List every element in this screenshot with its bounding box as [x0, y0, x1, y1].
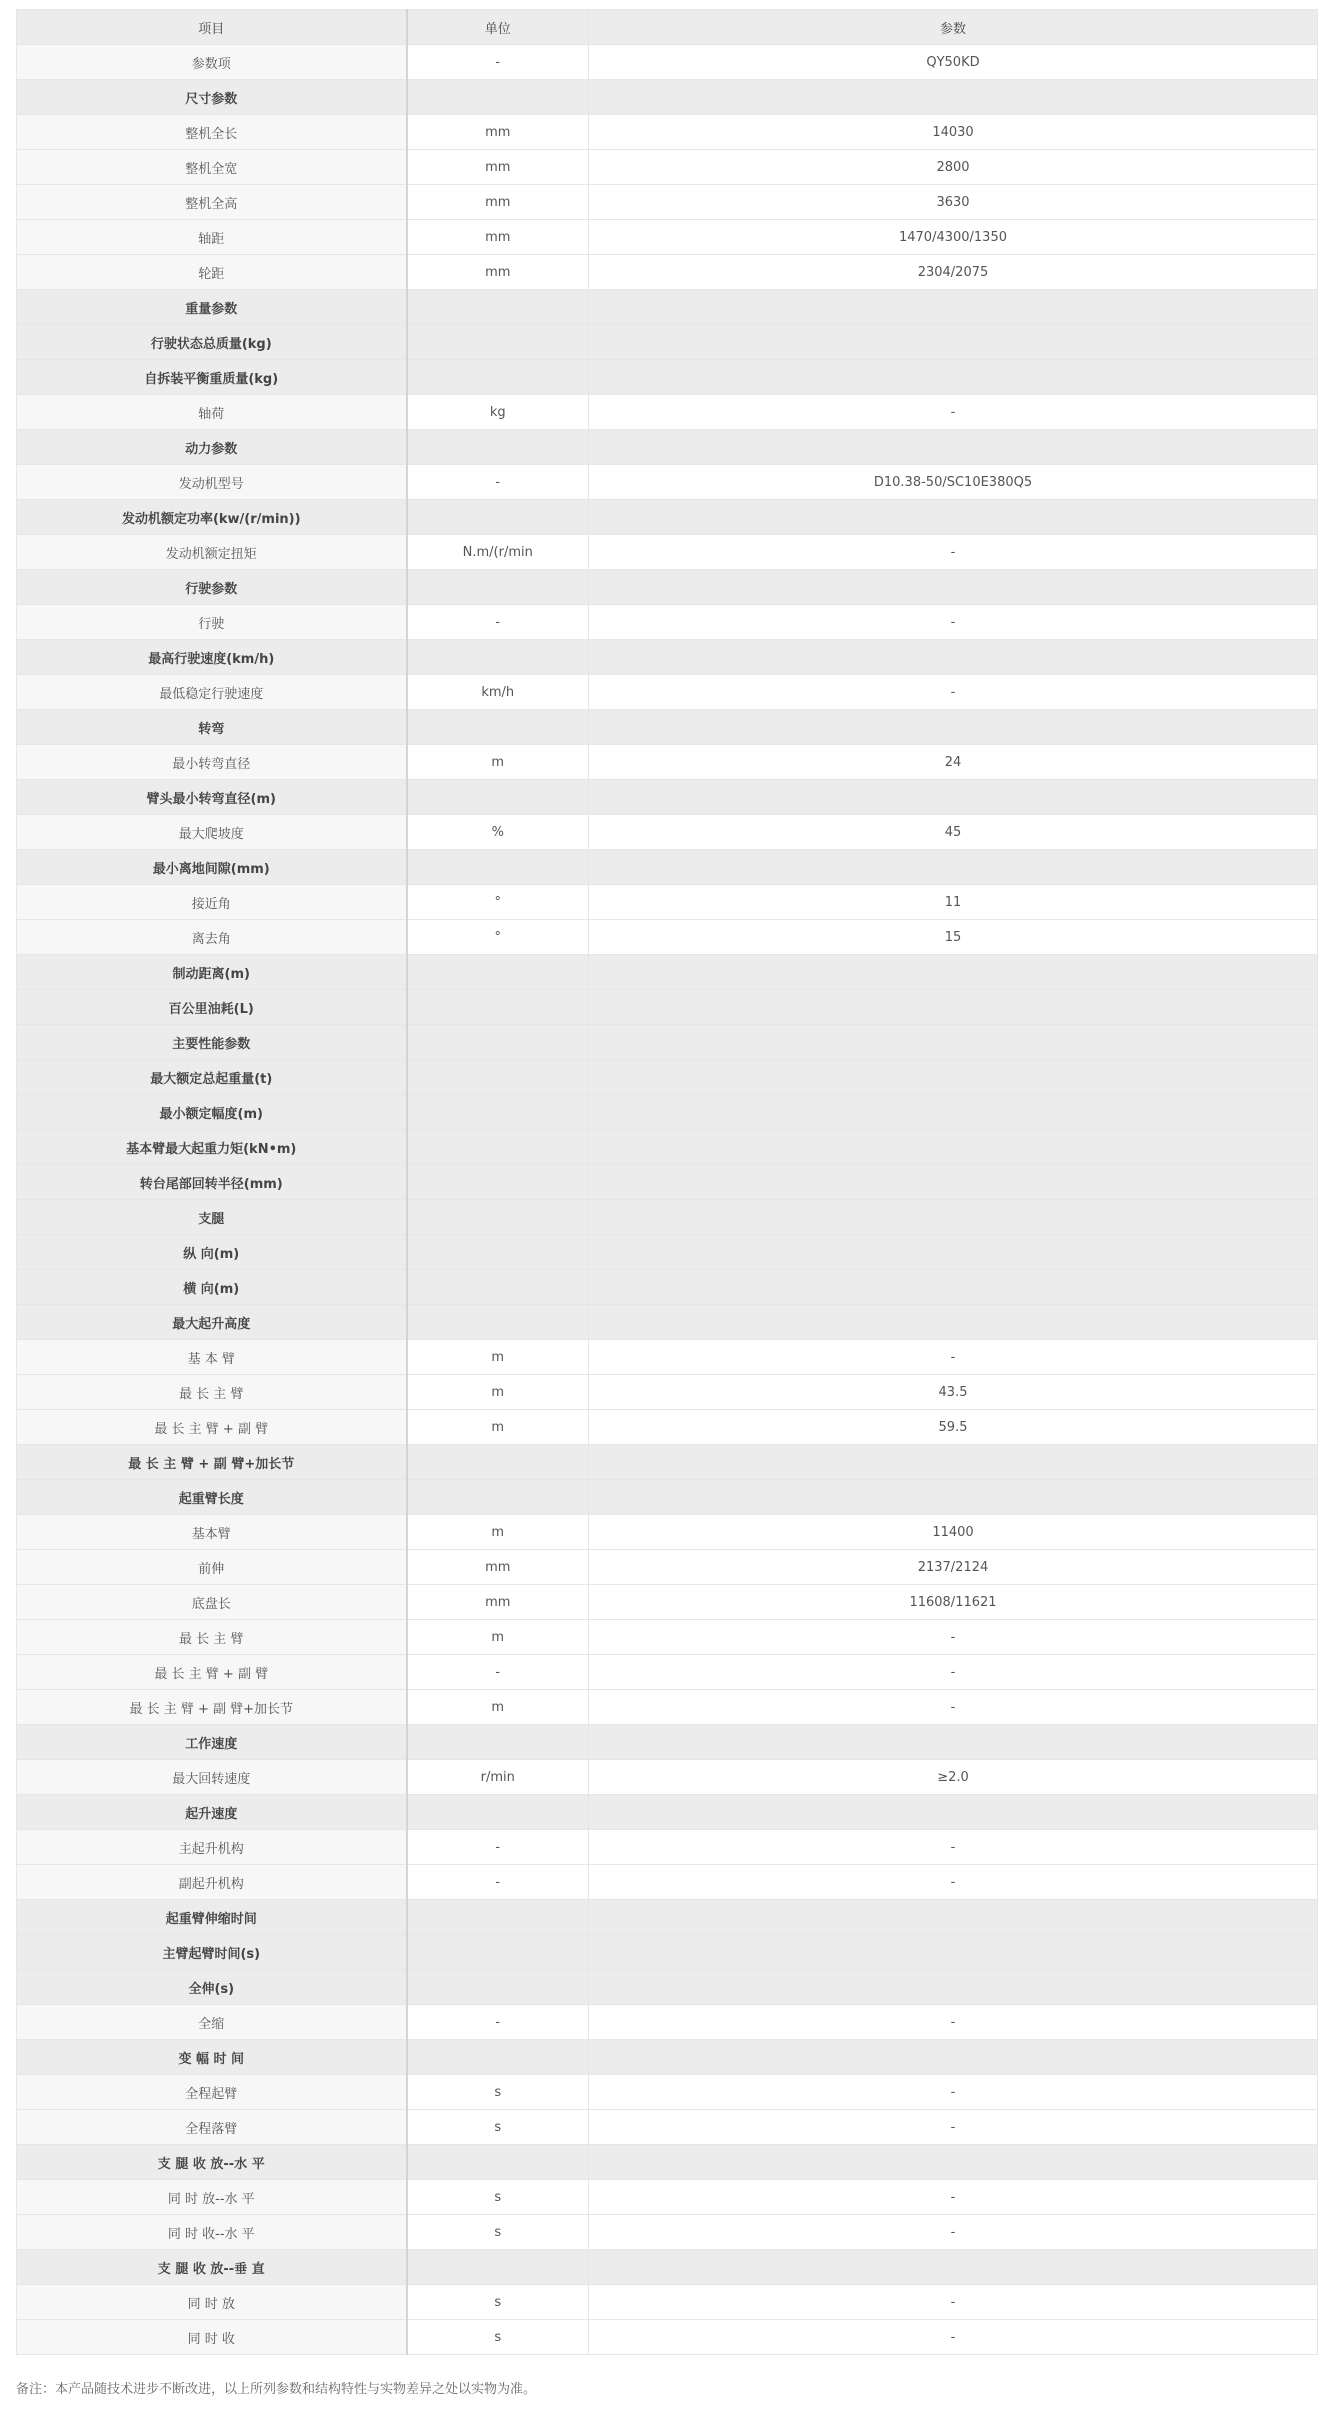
cell-value: 15	[589, 920, 1318, 955]
cell-unit	[407, 2145, 589, 2180]
cell-value	[589, 780, 1318, 815]
cell-value	[589, 500, 1318, 535]
cell-value	[589, 955, 1318, 990]
cell-unit	[407, 1200, 589, 1235]
cell-item: 前伸	[17, 1550, 407, 1585]
cell-item: 转弯	[17, 710, 407, 745]
cell-unit: mm	[407, 185, 589, 220]
section-row	[17, 80, 1318, 115]
cell-item: 全程起臂	[17, 2075, 407, 2110]
table-row	[17, 605, 1318, 640]
cell-unit	[407, 1165, 589, 1200]
cell-item: 行驶状态总质量(kg)	[17, 325, 407, 360]
cell-unit: °	[407, 920, 589, 955]
cell-item: 制动距离(m)	[17, 955, 407, 990]
cell-unit: m	[407, 1620, 589, 1655]
cell-unit	[407, 1900, 589, 1935]
table-row	[17, 220, 1318, 255]
cell-value: 43.5	[589, 1375, 1318, 1410]
table-row	[17, 150, 1318, 185]
cell-unit: mm	[407, 150, 589, 185]
table-row	[17, 395, 1318, 430]
cell-value	[589, 325, 1318, 360]
table-row	[17, 1620, 1318, 1655]
cell-value: 11400	[589, 1515, 1318, 1550]
cell-unit	[407, 1795, 589, 1830]
cell-value: 14030	[589, 115, 1318, 150]
cell-value: -	[589, 2285, 1318, 2320]
cell-value	[589, 1165, 1318, 1200]
table-row	[17, 2320, 1318, 2355]
cell-value: -	[589, 535, 1318, 570]
cell-unit	[407, 640, 589, 675]
cell-unit	[407, 1445, 589, 1480]
cell-value: -	[589, 1690, 1318, 1725]
cell-item: 支腿	[17, 1200, 407, 1235]
cell-value	[589, 430, 1318, 465]
cell-unit	[407, 290, 589, 325]
cell-unit: s	[407, 2180, 589, 2215]
cell-value	[589, 1130, 1318, 1165]
cell-unit	[407, 1970, 589, 2005]
cell-unit: -	[407, 1830, 589, 1865]
section-row	[17, 1095, 1318, 1130]
cell-unit: -	[407, 1655, 589, 1690]
section-row	[17, 1060, 1318, 1095]
cell-unit: km/h	[407, 675, 589, 710]
cell-value: -	[589, 2180, 1318, 2215]
cell-item: 整机全宽	[17, 150, 407, 185]
cell-unit	[407, 1935, 589, 1970]
cell-value	[589, 1305, 1318, 1340]
cell-value	[589, 1970, 1318, 2005]
cell-item: 工作速度	[17, 1725, 407, 1760]
cell-item: 参数项	[17, 45, 407, 80]
cell-value	[589, 1025, 1318, 1060]
cell-unit	[407, 1060, 589, 1095]
section-row	[17, 1445, 1318, 1480]
cell-item: 基本臂最大起重力矩(kN•m)	[17, 1130, 407, 1165]
cell-unit: m	[407, 1375, 589, 1410]
cell-value	[589, 290, 1318, 325]
table-row	[17, 1550, 1318, 1585]
cell-value: 2304/2075	[589, 255, 1318, 290]
cell-value	[589, 710, 1318, 745]
cell-value: -	[589, 1830, 1318, 1865]
cell-value: 24	[589, 745, 1318, 780]
cell-unit	[407, 80, 589, 115]
table-body	[17, 45, 1318, 2355]
cell-item: 同 时 放--水 平	[17, 2180, 407, 2215]
cell-value: 59.5	[589, 1410, 1318, 1445]
cell-item: 最小离地间隙(mm)	[17, 850, 407, 885]
cell-unit	[407, 780, 589, 815]
cell-value: 11608/11621	[589, 1585, 1318, 1620]
cell-value: ≥2.0	[589, 1760, 1318, 1795]
cell-value: -	[589, 1620, 1318, 1655]
cell-value	[589, 570, 1318, 605]
cell-unit: s	[407, 2285, 589, 2320]
section-row	[17, 1200, 1318, 1235]
cell-item: 变 幅 时 间	[17, 2040, 407, 2075]
cell-item: 最 长 主 臂 + 副 臂+加长节	[17, 1445, 407, 1480]
cell-unit: °	[407, 885, 589, 920]
cell-unit	[407, 2040, 589, 2075]
section-row	[17, 1235, 1318, 1270]
section-row	[17, 430, 1318, 465]
cell-unit: m	[407, 1340, 589, 1375]
table-row	[17, 1585, 1318, 1620]
cell-item: 横 向(m)	[17, 1270, 407, 1305]
cell-value: -	[589, 2005, 1318, 2040]
cell-unit	[407, 325, 589, 360]
cell-item: 尺寸参数	[17, 80, 407, 115]
table-row	[17, 1410, 1318, 1445]
cell-item: 基 本 臂	[17, 1340, 407, 1375]
cell-item: 离去角	[17, 920, 407, 955]
cell-item: 基本臂	[17, 1515, 407, 1550]
table-row	[17, 45, 1318, 80]
cell-value: D10.38-50/SC10E380Q5	[589, 465, 1318, 500]
table-row	[17, 1760, 1318, 1795]
cell-unit	[407, 1480, 589, 1515]
table-row	[17, 465, 1318, 500]
section-row	[17, 955, 1318, 990]
cell-unit: s	[407, 2320, 589, 2355]
cell-unit: s	[407, 2215, 589, 2250]
cell-unit: -	[407, 2005, 589, 2040]
section-row	[17, 2145, 1318, 2180]
table-row	[17, 1655, 1318, 1690]
table-row	[17, 815, 1318, 850]
table-row	[17, 2110, 1318, 2145]
section-row	[17, 570, 1318, 605]
section-row	[17, 1165, 1318, 1200]
header-value: 参数	[589, 10, 1318, 45]
cell-value: 1470/4300/1350	[589, 220, 1318, 255]
cell-unit	[407, 1130, 589, 1165]
cell-value: -	[589, 675, 1318, 710]
table-row	[17, 675, 1318, 710]
table-row	[17, 2180, 1318, 2215]
cell-item: 整机全长	[17, 115, 407, 150]
section-row	[17, 2040, 1318, 2075]
cell-value: 11	[589, 885, 1318, 920]
table-header-row	[17, 10, 1318, 45]
cell-value	[589, 1235, 1318, 1270]
cell-item: 副起升机构	[17, 1865, 407, 1900]
cell-unit: %	[407, 815, 589, 850]
cell-item: 全程落臂	[17, 2110, 407, 2145]
cell-value	[589, 1480, 1318, 1515]
cell-unit: N.m/(r/min	[407, 535, 589, 570]
cell-item: 最 长 主 臂 + 副 臂	[17, 1655, 407, 1690]
table-row	[17, 885, 1318, 920]
cell-unit: m	[407, 1410, 589, 1445]
section-row	[17, 850, 1318, 885]
cell-item: 轴距	[17, 220, 407, 255]
cell-value	[589, 1060, 1318, 1095]
table-row	[17, 1515, 1318, 1550]
cell-value	[589, 1200, 1318, 1235]
cell-item: 最 长 主 臂 + 副 臂+加长节	[17, 1690, 407, 1725]
section-row	[17, 1970, 1318, 2005]
cell-unit	[407, 1025, 589, 1060]
table-row	[17, 185, 1318, 220]
cell-unit: m	[407, 1690, 589, 1725]
cell-unit: mm	[407, 1550, 589, 1585]
cell-unit: s	[407, 2110, 589, 2145]
spec-table	[16, 9, 1318, 2355]
footnote: 备注：本产品随技术进步不断改进，以上所列参数和结构特性与实物差异之处以实物为准。	[16, 2382, 537, 2397]
cell-unit: r/min	[407, 1760, 589, 1795]
cell-value	[589, 2250, 1318, 2285]
table-row	[17, 535, 1318, 570]
cell-value: -	[589, 605, 1318, 640]
cell-value: 2137/2124	[589, 1550, 1318, 1585]
cell-item: 最大额定总起重量(t)	[17, 1060, 407, 1095]
cell-item: 最小转弯直径	[17, 745, 407, 780]
cell-item: 最高行驶速度(km/h)	[17, 640, 407, 675]
cell-item: 发动机额定扭矩	[17, 535, 407, 570]
table-row	[17, 745, 1318, 780]
cell-value: -	[589, 1340, 1318, 1375]
cell-unit: m	[407, 1515, 589, 1550]
table-row	[17, 1340, 1318, 1375]
cell-value	[589, 2040, 1318, 2075]
cell-item: 底盘长	[17, 1585, 407, 1620]
table-row	[17, 1375, 1318, 1410]
cell-item: 最 长 主 臂 + 副 臂	[17, 1410, 407, 1445]
cell-item: 同 时 放	[17, 2285, 407, 2320]
cell-unit: -	[407, 45, 589, 80]
section-row	[17, 1725, 1318, 1760]
section-row	[17, 1935, 1318, 1970]
cell-item: 最 长 主 臂	[17, 1375, 407, 1410]
section-row	[17, 640, 1318, 675]
cell-item: 支 腿 收 放--水 平	[17, 2145, 407, 2180]
cell-item: 最小额定幅度(m)	[17, 1095, 407, 1130]
cell-value	[589, 80, 1318, 115]
cell-value: QY50KD	[589, 45, 1318, 80]
section-row	[17, 1270, 1318, 1305]
cell-value: -	[589, 395, 1318, 430]
cell-value: -	[589, 1865, 1318, 1900]
cell-item: 最大回转速度	[17, 1760, 407, 1795]
cell-item: 转台尾部回转半径(mm)	[17, 1165, 407, 1200]
cell-unit: m	[407, 745, 589, 780]
cell-unit	[407, 500, 589, 535]
cell-unit	[407, 570, 589, 605]
table-row	[17, 1830, 1318, 1865]
cell-value: -	[589, 2075, 1318, 2110]
cell-value	[589, 2145, 1318, 2180]
cell-unit	[407, 990, 589, 1025]
cell-item: 支 腿 收 放--垂 直	[17, 2250, 407, 2285]
section-row	[17, 360, 1318, 395]
section-row	[17, 1025, 1318, 1060]
cell-unit	[407, 1305, 589, 1340]
cell-item: 自拆装平衡重质量(kg)	[17, 360, 407, 395]
cell-item: 行驶	[17, 605, 407, 640]
table-row	[17, 2075, 1318, 2110]
cell-value: -	[589, 2110, 1318, 2145]
section-row	[17, 780, 1318, 815]
section-row	[17, 290, 1318, 325]
cell-unit: -	[407, 1865, 589, 1900]
cell-item: 整机全高	[17, 185, 407, 220]
cell-item: 起重臂长度	[17, 1480, 407, 1515]
cell-value: 45	[589, 815, 1318, 850]
cell-unit	[407, 1235, 589, 1270]
cell-unit: mm	[407, 1585, 589, 1620]
cell-value: -	[589, 1655, 1318, 1690]
cell-item: 起升速度	[17, 1795, 407, 1830]
cell-value	[589, 1270, 1318, 1305]
table-row	[17, 2005, 1318, 2040]
table-row	[17, 2285, 1318, 2320]
cell-item: 行驶参数	[17, 570, 407, 605]
cell-item: 同 时 收	[17, 2320, 407, 2355]
cell-unit	[407, 955, 589, 990]
section-row	[17, 325, 1318, 360]
cell-value	[589, 1795, 1318, 1830]
cell-unit: s	[407, 2075, 589, 2110]
cell-unit	[407, 360, 589, 395]
cell-value: -	[589, 2320, 1318, 2355]
header-item: 项目	[17, 10, 407, 45]
cell-unit	[407, 2250, 589, 2285]
section-row	[17, 1305, 1318, 1340]
cell-value	[589, 360, 1318, 395]
cell-item: 全伸(s)	[17, 1970, 407, 2005]
cell-unit	[407, 1270, 589, 1305]
cell-unit: mm	[407, 115, 589, 150]
table-row	[17, 920, 1318, 955]
cell-item: 最大起升高度	[17, 1305, 407, 1340]
cell-value	[589, 1935, 1318, 1970]
section-row	[17, 1795, 1318, 1830]
cell-value	[589, 1900, 1318, 1935]
table-row	[17, 1865, 1318, 1900]
cell-unit: -	[407, 465, 589, 500]
cell-item: 发动机型号	[17, 465, 407, 500]
table-row	[17, 1690, 1318, 1725]
section-row	[17, 1900, 1318, 1935]
cell-value: -	[589, 2215, 1318, 2250]
cell-unit	[407, 710, 589, 745]
section-row	[17, 2250, 1318, 2285]
section-row	[17, 710, 1318, 745]
cell-unit	[407, 430, 589, 465]
section-row	[17, 990, 1318, 1025]
section-row	[17, 1480, 1318, 1515]
cell-item: 臂头最小转弯直径(m)	[17, 780, 407, 815]
cell-unit	[407, 1725, 589, 1760]
cell-value: 2800	[589, 150, 1318, 185]
cell-item: 最 长 主 臂	[17, 1620, 407, 1655]
cell-value	[589, 990, 1318, 1025]
cell-item: 同 时 收--水 平	[17, 2215, 407, 2250]
cell-item: 百公里油耗(L)	[17, 990, 407, 1025]
cell-item: 轮距	[17, 255, 407, 290]
section-row	[17, 1130, 1318, 1165]
cell-item: 发动机额定功率(kw/(r/min))	[17, 500, 407, 535]
table-row	[17, 255, 1318, 290]
cell-unit	[407, 850, 589, 885]
cell-value: 3630	[589, 185, 1318, 220]
table-row	[17, 2215, 1318, 2250]
cell-unit: -	[407, 605, 589, 640]
cell-item: 主臂起臂时间(s)	[17, 1935, 407, 1970]
cell-unit: mm	[407, 220, 589, 255]
cell-value	[589, 640, 1318, 675]
cell-item: 主要性能参数	[17, 1025, 407, 1060]
cell-item: 接近角	[17, 885, 407, 920]
cell-item: 最大爬坡度	[17, 815, 407, 850]
cell-item: 动力参数	[17, 430, 407, 465]
cell-item: 纵 向(m)	[17, 1235, 407, 1270]
cell-value	[589, 1445, 1318, 1480]
cell-item: 起重臂伸缩时间	[17, 1900, 407, 1935]
cell-item: 轴荷	[17, 395, 407, 430]
cell-unit: kg	[407, 395, 589, 430]
cell-unit: mm	[407, 255, 589, 290]
cell-item: 主起升机构	[17, 1830, 407, 1865]
section-row	[17, 500, 1318, 535]
cell-value	[589, 850, 1318, 885]
cell-unit	[407, 1095, 589, 1130]
cell-item: 最低稳定行驶速度	[17, 675, 407, 710]
header-unit: 单位	[407, 10, 589, 45]
cell-value	[589, 1095, 1318, 1130]
cell-item: 重量参数	[17, 290, 407, 325]
cell-item: 全缩	[17, 2005, 407, 2040]
table-row	[17, 115, 1318, 150]
cell-value	[589, 1725, 1318, 1760]
